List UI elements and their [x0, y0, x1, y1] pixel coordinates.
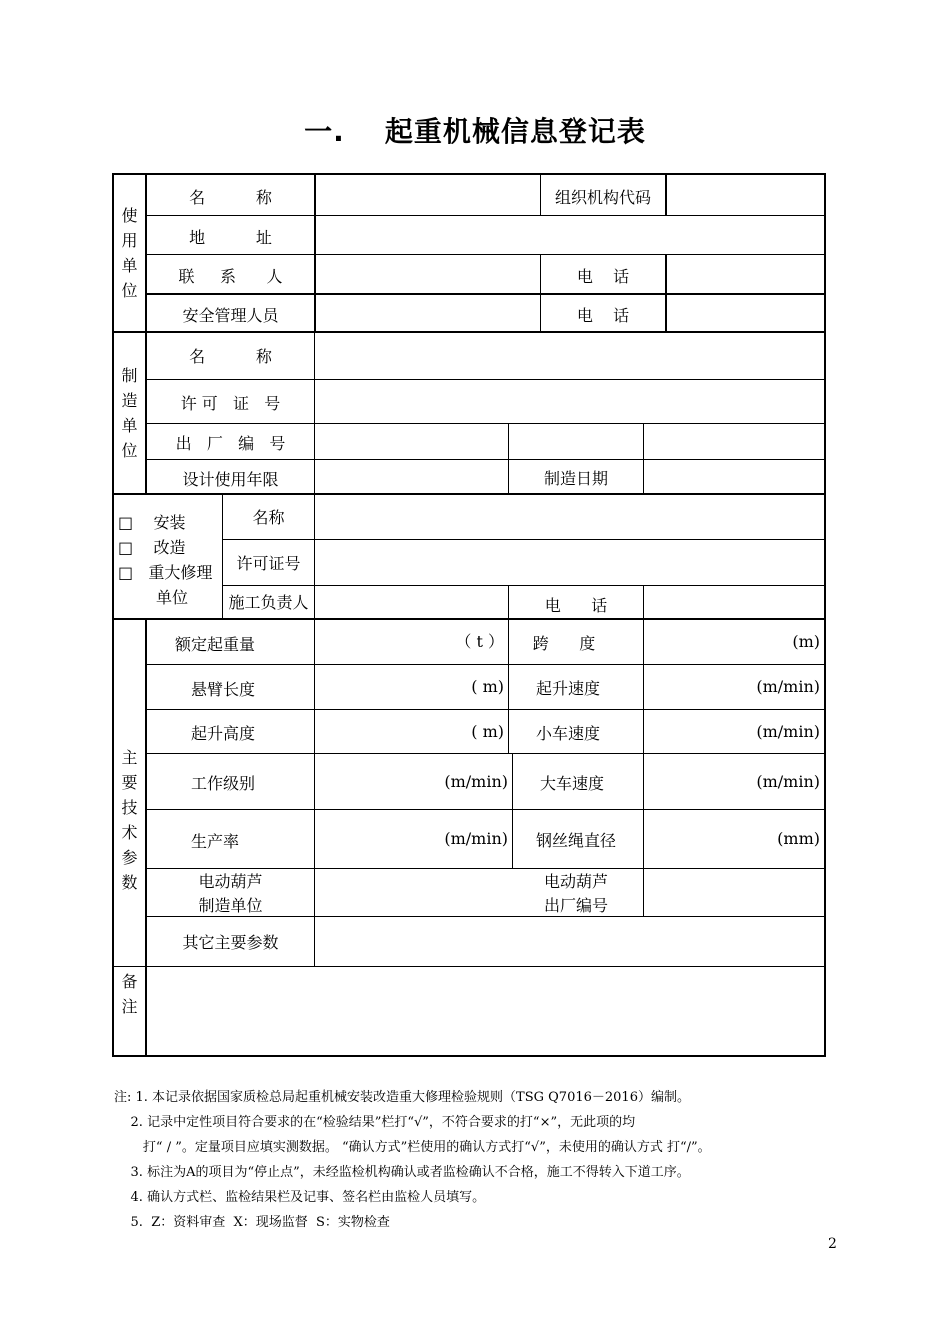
installer-unit-label: 单位 [156, 588, 189, 607]
org-code-label: 组织机构代码 [554, 188, 651, 207]
rated-load-field[interactable]: （ t ） [455, 632, 504, 651]
installer-license-field[interactable] [316, 540, 824, 585]
hoist-serial-field[interactable] [644, 869, 824, 916]
label-char: 技 [121, 798, 138, 817]
note-line: 注: 1. 本记录依据国家质检总局起重机械安装改造重大修理检验规则（TSG Q7016－2016）编制。 [114, 1090, 690, 1105]
lift-speed-label: 起升速度 [535, 679, 600, 698]
label-char: 制 [121, 366, 138, 385]
factory-number-extra-field[interactable] [644, 424, 824, 459]
note-line: 2. 记录中定性项目符合要求的在“检验结果”栏打“√”，不符合要求的打“×”，无此项的均 [114, 1115, 636, 1130]
span-label: 跨 度 [532, 634, 596, 653]
org-code-field[interactable] [667, 175, 824, 215]
page-number: 2 [828, 1236, 837, 1252]
other-params-label: 其它主要参数 [182, 932, 279, 952]
mfg-date-label: 制造日期 [543, 469, 608, 488]
phone-field[interactable] [667, 255, 824, 293]
label-char: 参 [121, 848, 138, 867]
label-char: 造 [121, 391, 138, 410]
installer-name-label: 名称 [252, 508, 285, 527]
trolley-speed-field[interactable]: (m/min) [756, 721, 820, 741]
contact-label: 联 系 人 [178, 267, 283, 286]
install-checkbox[interactable]: □ 安装 [118, 513, 186, 532]
manufacturer-label [114, 333, 145, 493]
span-field[interactable]: (m) [792, 632, 820, 651]
factory-number-field[interactable] [316, 424, 508, 459]
label-char: 位 [121, 281, 138, 300]
note-line: 5. Z：资料审查 X：现场监督 S：实物检查 [114, 1215, 390, 1230]
col-line [314, 494, 315, 618]
installer-license-label: 许可证号 [236, 553, 301, 573]
note-line: 打“ / ”。定量项目应填实测数据。 “确认方式”栏使用的确认方式打“√”，未使用的确认方式 打“/”。 [114, 1140, 711, 1155]
installer-phone-label: 电 话 [544, 596, 608, 615]
person-in-charge-field[interactable] [316, 586, 508, 618]
user-name-field[interactable] [316, 175, 540, 215]
factory-number-extra-field[interactable] [509, 424, 643, 459]
col-line [314, 333, 315, 493]
note-line: 3. 标注为A的项目为“停止点”，未经监检机构确认或者监检确认不合格，施工不得转入下道工序。 [114, 1165, 690, 1180]
col-line [314, 619, 315, 966]
label-char: 单 [121, 416, 138, 435]
address-label: 地 址 [189, 228, 272, 247]
label-char: 要 [121, 773, 138, 792]
installer-phone-field[interactable] [644, 586, 824, 618]
remarks-field[interactable] [148, 968, 824, 1055]
section-divider [112, 966, 826, 967]
lift-speed-field[interactable]: (m/min) [756, 677, 820, 696]
label-char: 主 [121, 748, 138, 767]
user-unit-label [114, 175, 145, 331]
crane-speed-label: 大车速度 [539, 773, 604, 793]
phone-label: 电 话 [576, 267, 630, 286]
manufacturer-name-label: 名 称 [189, 347, 272, 366]
major-repair-checkbox[interactable]: □ 重大修理 [118, 563, 213, 582]
table-border-right [824, 173, 826, 1057]
boom-length-label: 悬臂长度 [190, 679, 255, 699]
installer-name-field[interactable] [316, 495, 824, 539]
safety-manager-field[interactable] [316, 295, 540, 331]
hoist-maker-label: 电动葫芦 制造单位 [198, 872, 263, 915]
factory-number-label: 出 厂 编 号 [175, 434, 286, 453]
safety-manager-label: 安全管理人员 [182, 306, 279, 325]
manufacturer-license-label: 许 可 证 号 [180, 394, 281, 413]
mfg-date-field[interactable] [644, 460, 824, 493]
table-border-bottom [112, 1055, 826, 1057]
label-char: 位 [121, 441, 138, 460]
manufacturer-name-field[interactable] [316, 333, 824, 379]
tech-params-label [114, 740, 145, 900]
productivity-field[interactable]: (m/min) [444, 829, 508, 848]
hoist-serial-label: 电动葫芦 出厂编号 [543, 872, 608, 915]
user-name-label: 名 称 [189, 188, 272, 207]
rated-load-label: 额定起重量 [174, 635, 255, 654]
modify-checkbox[interactable]: □ 改造 [118, 538, 186, 557]
rope-diameter-label: 钢丝绳直径 [535, 831, 616, 850]
remarks-label [114, 968, 145, 1020]
title-text: 起重机械信息登记表 [384, 115, 646, 148]
trolley-speed-label: 小车速度 [535, 723, 600, 743]
lift-height-label: 起升高度 [190, 723, 255, 743]
notes [114, 1085, 834, 1235]
design-life-field[interactable] [316, 460, 508, 493]
address-field[interactable] [316, 216, 824, 254]
lift-height-field[interactable]: ( m) [471, 721, 504, 741]
other-params-field[interactable] [316, 917, 824, 966]
work-class-field[interactable]: (m/min) [444, 771, 508, 791]
person-in-charge-label: 施工负责人 [228, 593, 309, 612]
title-number: 一. [304, 115, 345, 148]
note-line: 4. 确认方式栏、监检结果栏及记事、签名栏由监检人员填写。 [114, 1190, 486, 1205]
crane-speed-field[interactable]: (m/min) [756, 771, 820, 791]
label-char: 单 [121, 256, 138, 275]
safety-phone-field[interactable] [667, 295, 824, 331]
phone-label: 电 话 [576, 306, 630, 325]
productivity-label: 生产率 [190, 832, 239, 851]
label-char: 注 [121, 997, 138, 1016]
label-char: 术 [121, 823, 138, 842]
work-class-label: 工作级别 [190, 774, 255, 793]
contact-field[interactable] [316, 255, 540, 293]
boom-length-field[interactable]: ( m) [471, 677, 504, 696]
label-char: 数 [121, 873, 138, 892]
label-char: 用 [121, 231, 138, 250]
installer-type-options [118, 510, 222, 610]
label-char: 使 [121, 206, 138, 225]
design-life-label: 设计使用年限 [182, 470, 279, 489]
label-char: 备 [121, 972, 138, 991]
manufacturer-license-field[interactable] [316, 380, 824, 423]
rope-diameter-field[interactable]: (mm) [777, 829, 820, 848]
hoist-maker-field[interactable] [316, 869, 508, 916]
